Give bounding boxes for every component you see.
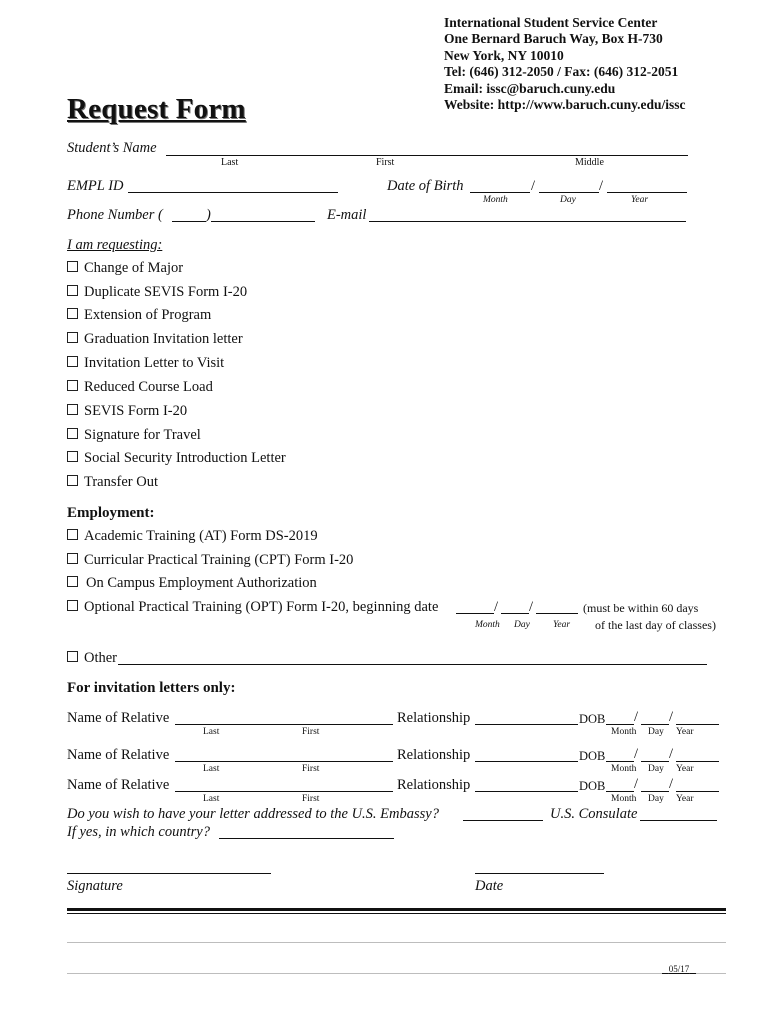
signature-field[interactable] bbox=[67, 873, 271, 874]
empl-id-label: EMPL ID bbox=[67, 178, 124, 194]
checkbox[interactable] bbox=[67, 428, 78, 439]
student-name-field[interactable] bbox=[166, 155, 688, 156]
request-option[interactable]: Invitation Letter to Visit bbox=[67, 355, 224, 372]
country-field[interactable] bbox=[219, 838, 394, 839]
month-caption: Month bbox=[611, 794, 637, 804]
rel-dob-day[interactable] bbox=[641, 791, 669, 792]
employment-option[interactable]: Optional Practical Training (OPT) Form I-20, beginning date bbox=[67, 599, 438, 616]
phone-area-field[interactable] bbox=[172, 221, 206, 222]
date-field[interactable] bbox=[475, 873, 604, 874]
relative-label: Name of Relative bbox=[67, 710, 170, 726]
dob-label: DOB bbox=[579, 779, 606, 793]
checkbox[interactable] bbox=[67, 285, 78, 296]
form-version: 05/17 bbox=[668, 964, 690, 974]
dob-slash: / bbox=[634, 746, 639, 762]
last-caption: Last bbox=[203, 764, 220, 774]
email-field[interactable] bbox=[369, 221, 686, 222]
checkbox[interactable] bbox=[67, 600, 78, 611]
opt-note: of the last day of classes) bbox=[595, 618, 716, 632]
office-address bbox=[444, 15, 686, 113]
divider-rule bbox=[67, 908, 726, 911]
rel-dob-month[interactable] bbox=[606, 724, 634, 725]
country-question: If yes, in which country? bbox=[67, 824, 210, 840]
day-caption: Day bbox=[514, 620, 530, 630]
day-caption: Day bbox=[648, 727, 664, 737]
dob-label: DOB bbox=[579, 749, 606, 763]
embassy-answer-field[interactable] bbox=[463, 820, 543, 821]
faint-rule bbox=[67, 973, 726, 974]
invitation-heading: For invitation letters only: bbox=[67, 680, 236, 696]
year-caption: Year bbox=[553, 620, 571, 630]
request-option[interactable]: Duplicate SEVIS Form I-20 bbox=[67, 284, 247, 301]
first-caption: First bbox=[302, 764, 320, 774]
last-caption: Last bbox=[203, 727, 220, 737]
year-caption: Year bbox=[631, 195, 649, 205]
opt-slash: / bbox=[494, 599, 499, 615]
opt-month-field[interactable] bbox=[456, 613, 494, 614]
year-caption: Year bbox=[676, 764, 694, 774]
opt-slash: / bbox=[529, 599, 534, 615]
address-line: International Student Service Center bbox=[444, 15, 658, 30]
rel-dob-day[interactable] bbox=[641, 761, 669, 762]
middle-caption: Middle bbox=[575, 157, 604, 168]
divider-rule bbox=[67, 913, 726, 914]
rel-dob-year[interactable] bbox=[676, 761, 719, 762]
checkbox[interactable] bbox=[67, 651, 78, 662]
first-caption: First bbox=[302, 794, 320, 804]
address-line: New York, NY 10010 bbox=[444, 47, 564, 63]
relative-name-field[interactable] bbox=[175, 724, 393, 725]
phone-paren: ) bbox=[206, 207, 211, 223]
first-caption: First bbox=[376, 157, 395, 168]
month-caption: Month bbox=[611, 727, 637, 737]
request-option[interactable]: Extension of Program bbox=[67, 307, 211, 324]
dob-label: DOB bbox=[579, 712, 606, 726]
checkbox[interactable] bbox=[67, 529, 78, 540]
dob-slash: / bbox=[669, 746, 674, 762]
dob-month-field[interactable] bbox=[470, 192, 530, 193]
dob-slash: / bbox=[531, 178, 536, 194]
relative-label: Name of Relative bbox=[67, 777, 170, 793]
relationship-field[interactable] bbox=[475, 761, 578, 762]
checkbox[interactable] bbox=[67, 356, 78, 367]
phone-label: Phone Number ( bbox=[67, 207, 163, 223]
page-title: Request Form bbox=[67, 93, 246, 125]
dob-day-field[interactable] bbox=[539, 192, 599, 193]
other-option[interactable]: Other bbox=[67, 650, 117, 667]
embassy-question: Do you wish to have your letter addressed to the U.S. Embassy? bbox=[67, 806, 439, 822]
last-caption: Last bbox=[203, 794, 220, 804]
checkbox[interactable] bbox=[67, 332, 78, 343]
address-line: Email: issc@baruch.cuny.edu bbox=[444, 80, 616, 96]
dob-slash: / bbox=[669, 709, 674, 725]
rel-dob-year[interactable] bbox=[676, 724, 719, 725]
signature-label: Signature bbox=[67, 878, 123, 894]
request-option[interactable]: Change of Major bbox=[67, 260, 183, 277]
first-caption: First bbox=[302, 727, 320, 737]
address-line: One Bernard Baruch Way, Box H-730 bbox=[444, 31, 663, 47]
dob-slash: / bbox=[634, 776, 639, 792]
rel-dob-year[interactable] bbox=[676, 791, 719, 792]
checkbox[interactable] bbox=[67, 308, 78, 319]
day-caption: Day bbox=[560, 195, 576, 205]
other-field[interactable] bbox=[118, 664, 707, 665]
relationship-label: Relationship bbox=[397, 777, 471, 793]
student-name-label: Student’s Name bbox=[67, 140, 157, 156]
request-option[interactable]: SEVIS Form I-20 bbox=[67, 403, 187, 420]
checkbox[interactable] bbox=[67, 380, 78, 391]
relative-name-field[interactable] bbox=[175, 791, 393, 792]
employment-option[interactable]: On Campus Employment Authorization bbox=[67, 575, 317, 592]
opt-day-field[interactable] bbox=[501, 613, 529, 614]
day-caption: Day bbox=[648, 794, 664, 804]
requesting-heading: I am requesting: bbox=[67, 237, 163, 253]
employment-option[interactable]: Curricular Practical Training (CPT) Form I-20 bbox=[67, 552, 353, 569]
dob-slash: / bbox=[634, 709, 639, 725]
relationship-field[interactable] bbox=[475, 791, 578, 792]
faint-rule bbox=[67, 942, 726, 943]
relationship-field[interactable] bbox=[475, 724, 578, 725]
dob-slash: / bbox=[669, 776, 674, 792]
relationship-label: Relationship bbox=[397, 710, 471, 726]
checkbox[interactable] bbox=[67, 475, 78, 486]
request-option[interactable]: Transfer Out bbox=[67, 474, 158, 491]
dob-label: Date of Birth bbox=[387, 178, 464, 194]
opt-year-field[interactable] bbox=[536, 613, 578, 614]
date-label: Date bbox=[475, 878, 504, 894]
relative-name-field[interactable] bbox=[175, 761, 393, 762]
dob-year-field[interactable] bbox=[607, 192, 687, 193]
relative-label: Name of Relative bbox=[67, 747, 170, 763]
rel-dob-month[interactable] bbox=[606, 791, 634, 792]
request-option[interactable]: Graduation Invitation letter bbox=[67, 331, 243, 348]
address-line: Tel: (646) 312-2050 / Fax: (646) 312-2051 bbox=[444, 64, 679, 80]
dob-slash: / bbox=[599, 178, 604, 194]
opt-note: (must be within 60 days bbox=[583, 601, 699, 615]
request-option[interactable]: Reduced Course Load bbox=[67, 379, 213, 396]
consulate-field[interactable] bbox=[640, 820, 717, 821]
checkbox[interactable] bbox=[67, 404, 78, 415]
day-caption: Day bbox=[648, 764, 664, 774]
checkbox[interactable] bbox=[67, 261, 78, 272]
employment-option[interactable]: Academic Training (AT) Form DS-2019 bbox=[67, 528, 318, 545]
phone-number-field[interactable] bbox=[211, 221, 315, 222]
request-option[interactable]: Social Security Introduction Letter bbox=[67, 450, 286, 467]
year-caption: Year bbox=[676, 794, 694, 804]
relationship-label: Relationship bbox=[397, 747, 471, 763]
month-caption: Month bbox=[483, 195, 508, 205]
rel-dob-day[interactable] bbox=[641, 724, 669, 725]
rel-dob-month[interactable] bbox=[606, 761, 634, 762]
email-label: E-mail bbox=[327, 207, 367, 223]
last-caption: Last bbox=[221, 157, 239, 168]
month-caption: Month bbox=[611, 764, 637, 774]
address-line: Website: http://www.baruch.cuny.edu/issc bbox=[444, 97, 686, 113]
year-caption: Year bbox=[676, 727, 694, 737]
consulate-label: U.S. Consulate bbox=[550, 806, 638, 822]
month-caption: Month bbox=[475, 620, 500, 630]
checkbox[interactable] bbox=[67, 451, 78, 462]
checkbox[interactable] bbox=[67, 553, 78, 564]
checkbox[interactable] bbox=[67, 576, 78, 587]
employment-heading: Employment: bbox=[67, 505, 155, 521]
empl-id-field[interactable] bbox=[128, 192, 338, 193]
request-option[interactable]: Signature for Travel bbox=[67, 427, 201, 444]
